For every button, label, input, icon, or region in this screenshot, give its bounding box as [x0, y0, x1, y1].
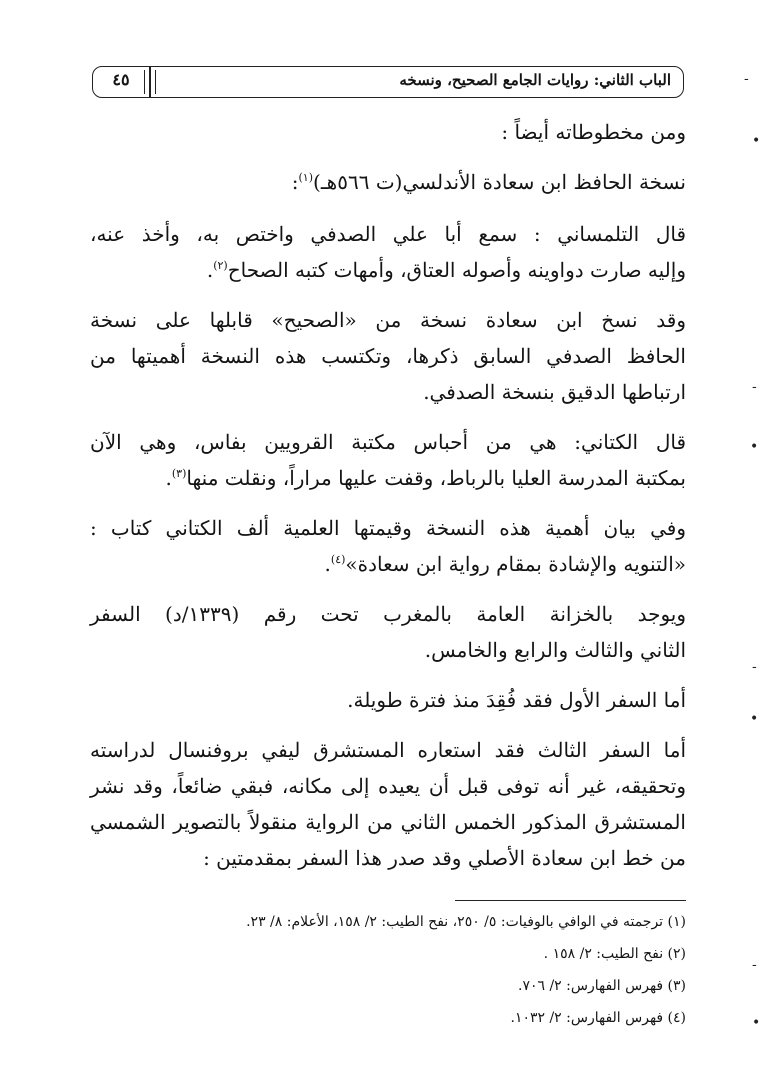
page-number-frame [92, 66, 150, 98]
text-line: وفي بيان أهمية هذه النسخة وقيمتها العلمية ألف الكتاني كتاب : [90, 516, 686, 540]
margin-mark: - [752, 957, 757, 973]
margin-mark: • [752, 1015, 761, 1031]
text-line: قال الكتاني: هي من أحباس مكتبة القرويين بفاس، وهي الآن [90, 430, 686, 454]
text-line: الثاني والثالث والرابع والخامس. [424, 638, 686, 662]
footnote-ref: (٣) [171, 467, 187, 480]
text-line: «التنويه والإشادة بمقام رواية ابن سعادة»$^{(٤)}$. [324, 552, 686, 576]
text-line: وتحقيقه، غير أنه توفى قبل أن يعيده إلى مكانه، فبقي ضائعاً، وقد نشر [90, 774, 686, 798]
footnote-ref: (٢) [213, 259, 228, 272]
margin-mark: - [752, 659, 757, 675]
text-line: الحافظ الصدفي السابق ذكرها، وتكتسب هذه النسخة أهميتها من [90, 344, 686, 368]
footnote: (٣) فهرس الفهارس: ٢/ ٧٠٦. [517, 978, 686, 994]
footnote-separator [455, 900, 686, 901]
text-line: بمكتبة المدرسة العليا بالرباط، وقفت عليها مراراً، ونقلت منها$^{(٣)}$. [165, 466, 686, 490]
text-line: ومن مخطوطاته أيضاً : [501, 120, 686, 144]
margin-mark: - [744, 71, 749, 87]
section-heading: نسخة الحافظ ابن سعادة الأندلسي(ت ٥٦٦هـ)$^{(١)}$: [291, 170, 686, 194]
text-line: ويوجد بالخزانة العامة بالمغرب تحت رقم (١٣٣٩/د) السفر [90, 602, 687, 626]
running-header [150, 66, 684, 98]
margin-mark: - [752, 379, 757, 395]
margin-mark: • [750, 711, 759, 727]
footnote: (١) ترجمته في الوافي بالوفيات: ٥/ ٢٥٠، نفح الطيب: ٢/ ١٥٨، الأعلام: ٨/ ٢٣. [246, 914, 686, 930]
footnote: (٢) نفح الطيب: ٢/ ١٥٨ . [543, 946, 686, 962]
text-line: أما السفر الثالث فقد استعاره المستشرق ليفي بروفنسال لدراسته [90, 738, 686, 762]
text-line: من خط ابن سعادة الأصلي وقد صدر هذا السفر بمقدمتين : [203, 846, 686, 870]
footnote-ref: (١) [298, 171, 314, 184]
chapter-title: الباب الثاني: روايات الجامع الصحيح، ونسخه [399, 71, 671, 89]
page-number: ٤٥ [112, 70, 130, 89]
footnote-ref: (٤) [330, 553, 346, 566]
text-line: المستشرق المذكور الخمس الثاني من الرواية منقولاً بالتصوير الشمسي [90, 810, 686, 834]
text-line: أما السفر الأول فقد فُقِدَ منذ فترة طويلة. [347, 688, 686, 712]
text-line: وقد نسخ ابن سعادة نسخة من «الصحيح» قابلها على نسخة [90, 308, 686, 332]
text-line: وإليه صارت دواوينه وأصوله العتاق، وأمهات كتبه الصحاح$^{(٢)}$. [206, 258, 686, 282]
text-line: ارتباطها الدقيق بنسخة الصدفي. [423, 380, 686, 404]
text-line: قال التلمساني : سمع أبا علي الصدفي واختص به، وأخذ عنه، [90, 222, 686, 246]
margin-mark: • [752, 133, 761, 149]
footnote: (٤) فهرس الفهارس: ٢/ ١٠٣٢. [510, 1010, 686, 1026]
margin-mark: • [750, 439, 759, 455]
